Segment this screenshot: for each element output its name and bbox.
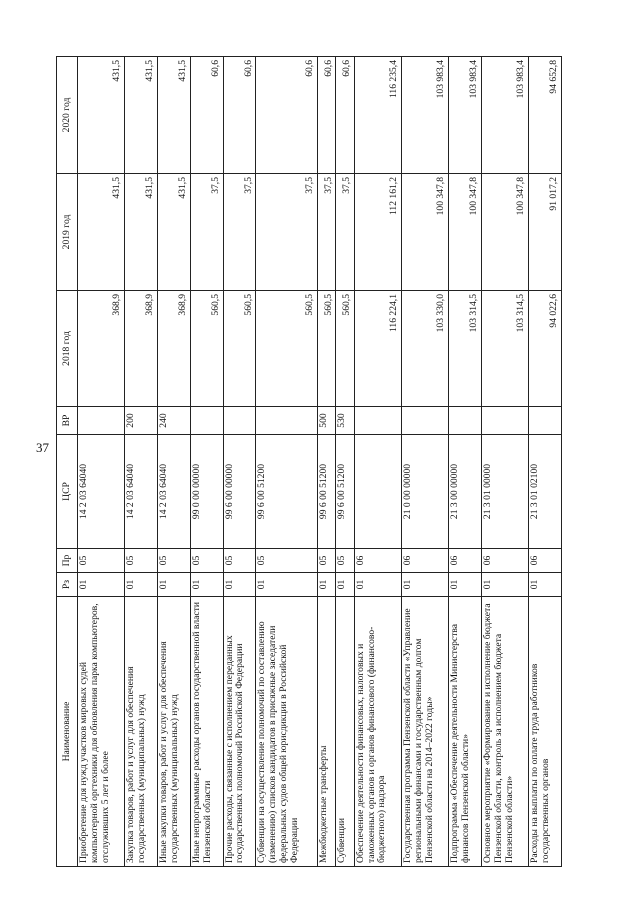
cell-2020: 103 983,4 (449, 57, 482, 174)
cell-2020: 431,5 (125, 57, 158, 174)
header-2018: 2018 год (57, 291, 78, 407)
cell-name: Субвенции на осуществление полномочий по составлению (изменению) списков кандидатов в присяжные заседатели федеральных судов общей юрисдикции в Российской Федерации (256, 597, 318, 867)
cell-2018: 94 022,6 (529, 291, 562, 407)
cell-name: Приобретение для нужд участков мировых судей компьютерной оргтехники для обновления парка компьютеров, отслуживших 5 лет и более (78, 597, 125, 867)
cell-rz: 01 (157, 573, 190, 597)
cell-csr: 99 6 00 51200 (256, 435, 318, 549)
cell-vr (354, 407, 401, 435)
cell-pr: 05 (190, 549, 223, 573)
cell-name: Основное мероприятие «Формирование и исполнение бюджета Пензенской области, контроль за исполнением бюджета Пензенской области» (481, 597, 528, 867)
cell-pr: 06 (401, 549, 448, 573)
cell-2019: 112 161,2 (354, 174, 401, 291)
cell-csr: 14 2 03 64040 (125, 435, 158, 549)
cell-csr: 99 6 00 00000 (223, 435, 256, 549)
cell-name: Подпрограмма «Обеспечение деятельности Министерства финансов Пензенской области» (449, 597, 482, 867)
cell-pr: 06 (354, 549, 401, 573)
cell-2019: 37,5 (336, 174, 354, 291)
cell-pr: 05 (125, 549, 158, 573)
cell-vr (529, 407, 562, 435)
cell-vr: 200 (125, 407, 158, 435)
cell-rz: 01 (529, 573, 562, 597)
cell-2018: 368,9 (125, 291, 158, 407)
cell-vr (256, 407, 318, 435)
table-row (336, 57, 354, 867)
header-csr: ЦСР (57, 435, 78, 549)
cell-csr: 21 3 00 00000 (449, 435, 482, 549)
header-name: Наименование (57, 597, 78, 867)
cell-rz: 01 (223, 573, 256, 597)
cell-2019: 37,5 (317, 174, 335, 291)
cell-rz: 01 (78, 573, 125, 597)
cell-name: Закупка товаров, работ и услуг для обеспечения государственных (муниципальных) нужд (125, 597, 158, 867)
cell-2019: 91 017,2 (529, 174, 562, 291)
cell-vr: 530 (336, 407, 354, 435)
cell-2020: 116 235,4 (354, 57, 401, 174)
header-2020: 2020 год (57, 57, 78, 174)
cell-vr (190, 407, 223, 435)
cell-2019: 431,5 (125, 174, 158, 291)
cell-vr: 240 (157, 407, 190, 435)
cell-2018: 560,5 (223, 291, 256, 407)
cell-2020: 60,6 (190, 57, 223, 174)
cell-csr: 99 6 00 51200 (317, 435, 335, 549)
cell-2019: 100 347,8 (481, 174, 528, 291)
cell-2018: 560,5 (317, 291, 335, 407)
cell-2018: 103 314,5 (449, 291, 482, 407)
cell-name: Межбюджетные трансферты (317, 597, 335, 867)
cell-rz: 01 (354, 573, 401, 597)
table-header (57, 57, 78, 867)
table-row (157, 57, 190, 867)
table-row (190, 57, 223, 867)
table-row (125, 57, 158, 867)
cell-name: Иные закупки товаров, работ и услуг для обеспечения государственных (муниципальных) нужд (157, 597, 190, 867)
table-row (401, 57, 448, 867)
cell-2020: 431,5 (78, 57, 125, 174)
cell-vr (481, 407, 528, 435)
cell-vr (78, 407, 125, 435)
cell-2018: 368,9 (78, 291, 125, 407)
cell-name: Иные непрограммные расходы органов государственной власти Пензенской области (190, 597, 223, 867)
cell-rz: 01 (256, 573, 318, 597)
cell-2018: 560,5 (190, 291, 223, 407)
cell-2018: 368,9 (157, 291, 190, 407)
table-row (481, 57, 528, 867)
cell-2020: 103 983,4 (481, 57, 528, 174)
table-row (78, 57, 125, 867)
cell-name: Субвенции (336, 597, 354, 867)
cell-rz: 01 (481, 573, 528, 597)
cell-2019: 431,5 (78, 174, 125, 291)
table-body (78, 57, 562, 867)
cell-pr: 05 (78, 549, 125, 573)
cell-csr (354, 435, 401, 549)
cell-2019: 37,5 (190, 174, 223, 291)
cell-2018: 103 330,0 (401, 291, 448, 407)
cell-name: Прочие расходы, связанные с исполнением переданных государственных полномочий Российской Федерации (223, 597, 256, 867)
cell-pr: 06 (529, 549, 562, 573)
cell-2018: 560,5 (256, 291, 318, 407)
cell-csr: 14 2 03 64040 (157, 435, 190, 549)
cell-pr: 06 (449, 549, 482, 573)
cell-2020: 60,6 (256, 57, 318, 174)
cell-2020: 60,6 (223, 57, 256, 174)
table-row (354, 57, 401, 867)
cell-rz: 01 (401, 573, 448, 597)
table-row (223, 57, 256, 867)
cell-csr: 99 6 00 51200 (336, 435, 354, 549)
cell-rz: 01 (317, 573, 335, 597)
cell-csr: 21 3 01 02100 (529, 435, 562, 549)
cell-rz: 01 (336, 573, 354, 597)
table-row (317, 57, 335, 867)
cell-csr: 99 0 00 00000 (190, 435, 223, 549)
cell-csr: 14 2 03 64040 (78, 435, 125, 549)
cell-vr: 500 (317, 407, 335, 435)
budget-table (56, 56, 562, 867)
cell-name: Обеспечение деятельности финансовых, налоговых и таможенных органов и органов финансового (финансово-бюджетного) надзора (354, 597, 401, 867)
cell-vr (223, 407, 256, 435)
cell-2019: 37,5 (223, 174, 256, 291)
cell-2019: 431,5 (157, 174, 190, 291)
cell-2019: 100 347,8 (449, 174, 482, 291)
cell-2020: 103 983,4 (401, 57, 448, 174)
cell-pr: 06 (481, 549, 528, 573)
cell-vr (401, 407, 448, 435)
cell-2018: 103 314,5 (481, 291, 528, 407)
cell-csr: 21 3 01 00000 (481, 435, 528, 549)
cell-rz: 01 (449, 573, 482, 597)
cell-2020: 60,6 (317, 57, 335, 174)
cell-pr: 05 (336, 549, 354, 573)
cell-2020: 431,5 (157, 57, 190, 174)
header-vr: ВР (57, 407, 78, 435)
cell-2020: 60,6 (336, 57, 354, 174)
rotated-table-container (56, 57, 562, 867)
header-rz: Рз (57, 573, 78, 597)
header-2019: 2019 год (57, 174, 78, 291)
cell-2018: 560,5 (336, 291, 354, 407)
cell-pr: 05 (256, 549, 318, 573)
cell-2018: 116 224,1 (354, 291, 401, 407)
page-number: 37 (36, 440, 49, 455)
cell-vr (449, 407, 482, 435)
cell-name: Государственная программа Пензенской области «Управление региональными финансами и государственным долгом Пензенской области на 2014–2022 годы» (401, 597, 448, 867)
table-row (449, 57, 482, 867)
cell-pr: 05 (317, 549, 335, 573)
cell-name: Расходы на выплаты по оплате труда работников государственных органов (529, 597, 562, 867)
cell-rz: 01 (125, 573, 158, 597)
cell-csr: 21 0 00 00000 (401, 435, 448, 549)
cell-2020: 94 652,8 (529, 57, 562, 174)
cell-rz: 01 (190, 573, 223, 597)
table-row (529, 57, 562, 867)
cell-2019: 100 347,8 (401, 174, 448, 291)
cell-2019: 37,5 (256, 174, 318, 291)
header-pr: Пр (57, 549, 78, 573)
table-row (256, 57, 318, 867)
cell-pr: 05 (223, 549, 256, 573)
cell-pr: 05 (157, 549, 190, 573)
